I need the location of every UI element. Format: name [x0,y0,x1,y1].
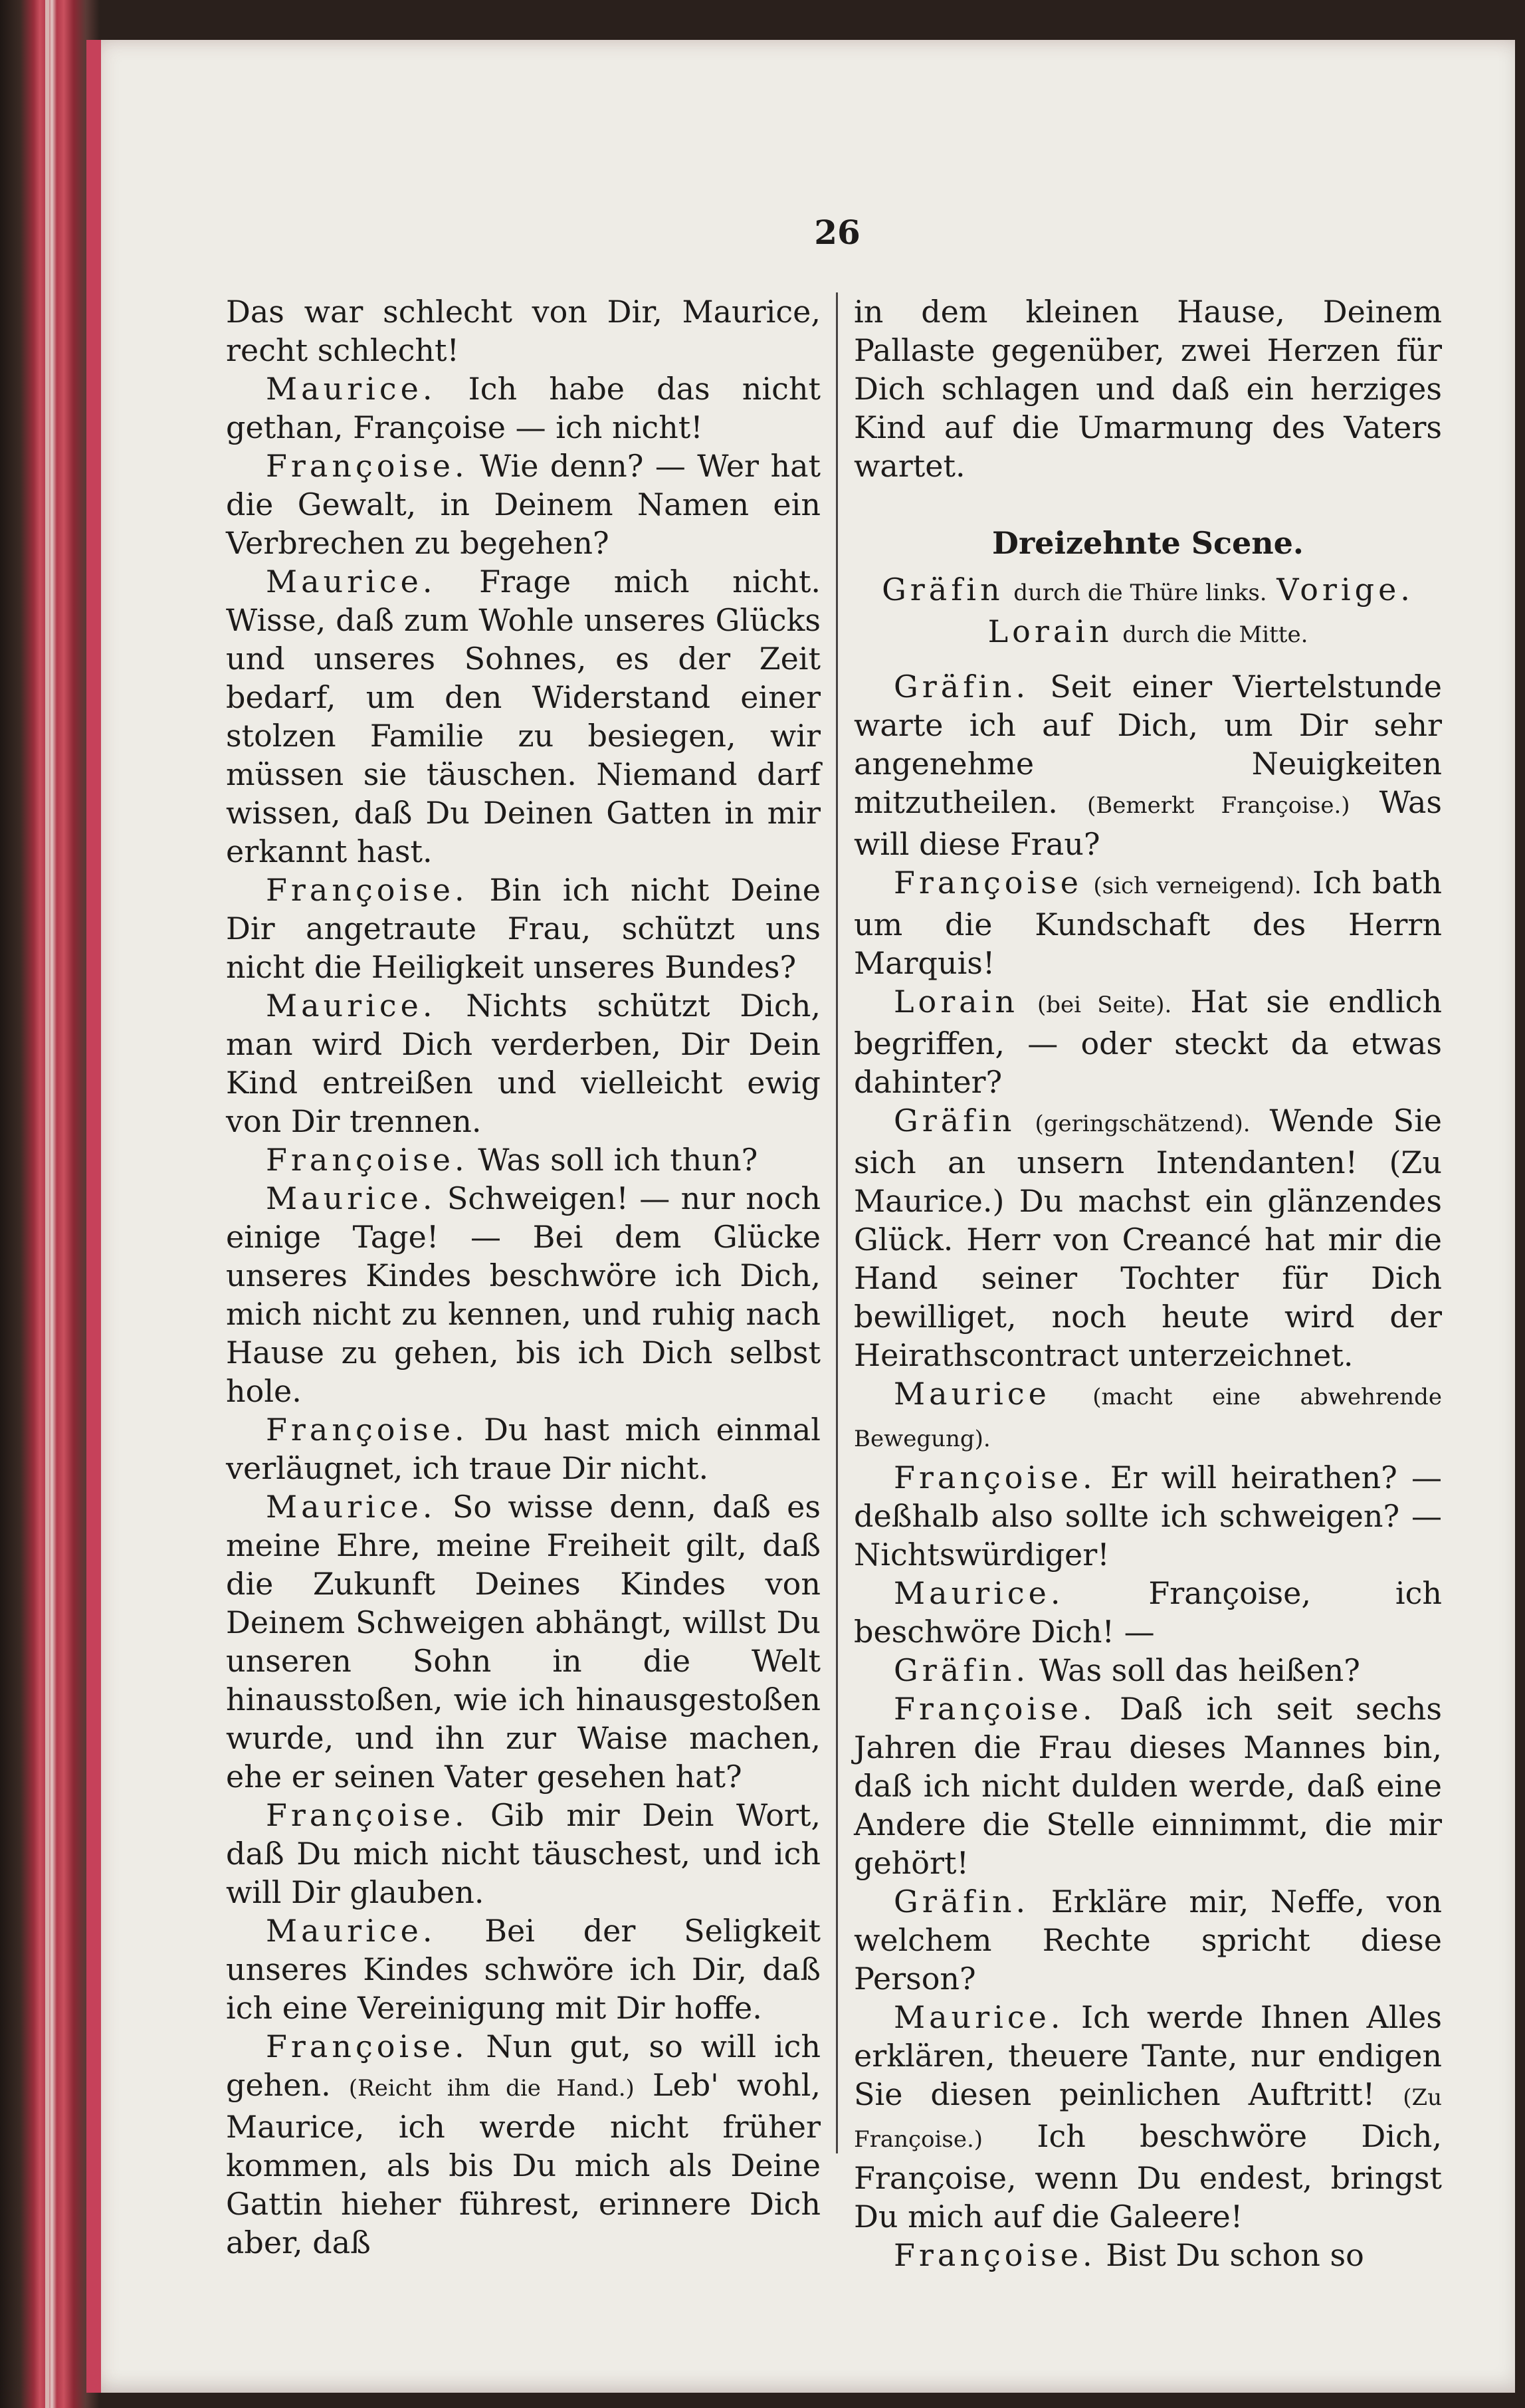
paragraph [226,986,821,1141]
speech: in dem kleinen Hause, Deinem Pallaste gegenüber, zwei Herzen für Dich schlagen und daß ein herziges Kind auf die Umarmung des Vaters wartet. [854,294,1442,484]
paragraph [854,1998,1442,2236]
speaker: Maurice. [266,1913,437,1949]
paragraph [226,1179,821,1410]
speaker: Gräfin. [894,1652,1030,1688]
speech: Wie denn? — Wer hat die Gewalt, in Deinem Namen ein Verbrechen zu begehen? [226,448,821,561]
speech: Bei der Seligkeit unseres Kindes schwöre ich Dir, daß ich eine Vereinigung mit Dir hoffe. [226,1913,821,2026]
right-column [854,292,1442,2274]
paragraph [226,370,821,447]
paragraph [854,1651,1442,1690]
stage-direction: (geringschätzend). [1035,1111,1251,1137]
paragraph [854,863,1442,982]
speaker: Vorige. [1276,572,1414,607]
paragraph [854,1101,1442,1374]
stage-direction: (Zu Françoise.) [854,2084,1442,2153]
scene-title: Dreizehnte Scene. [992,525,1304,561]
speech: Ich bath um die Kundschaft des Herrn Marquis! [854,865,1443,981]
paragraph [226,1912,821,2027]
speech: Seit einer Viertelstunde warte ich auf Dich, um Dir sehr angenehme Neuigkeiten mitzutheilen. [854,669,1442,820]
paragraph [854,667,1442,863]
speaker: Maurice. [266,1180,437,1216]
speaker: Gräfin [894,1103,1016,1139]
speech: Daß ich seit sechs Jahren die Frau dieses Mannes bin, daß ich nicht dulden werde, daß eine Andere die Stelle einnimmt, die mir gehört! [854,1691,1442,1881]
speaker: Françoise. [894,2237,1096,2273]
speaker: Maurice [894,1376,1051,1412]
speech: Erkläre mir, Neffe, von welchem Rechte spricht diese Person? [854,1884,1442,1997]
speech: Was soll ich thun? [478,1142,758,1178]
paragraph [226,871,821,986]
paragraph [226,1141,821,1179]
page-red-edge [86,40,101,2393]
speaker: Gräfin. [894,669,1030,705]
speech: Nichts schützt Dich, man wird Dich verderben, Dir Dein Kind entreißen und vielleicht ewig von Dir trennen. [226,988,821,1139]
stage-direction: durch die Mitte. [1122,621,1308,648]
paragraph [226,1796,821,1912]
paragraph [226,1487,821,1796]
speech: Frage mich nicht. Wisse, daß zum Wohle unseres Glücks und unseres Sohnes, es der Zeit bedarf, um den Widerstand einer stolzen Familie zu besiegen, wir müssen sie täuschen. Niemand darf wissen, daß Du Deinen Gatten in mir erkannt hast. [226,564,821,869]
paragraph [854,1374,1442,1458]
paragraph [226,562,821,871]
speech: Bist Du schon so [1106,2237,1364,2273]
speaker: Gräfin [882,572,1004,607]
speaker: Maurice. [894,1575,1065,1611]
paragraph [226,292,821,370]
speaker: Françoise. [266,1142,468,1178]
stage-direction: (bei Seite). [1037,992,1172,1018]
speaker: Françoise. [266,1797,468,1833]
paragraph [854,1690,1442,1882]
speech: So wisse denn, daß es meine Ehre, meine Freiheit gilt, daß die Zukunft Deines Kindes von Deinem Schweigen abhängt, willst Du unseren Sohn in die Welt hinausstoßen, wie ich hinausgestoßen wurde, und ihn zur Waise machen, ehe er seinen Vater gesehen hat? [226,1489,821,1795]
binding-stripe [45,0,49,2408]
paragraph [854,982,1442,1101]
paragraph [854,1882,1442,1998]
stage-direction: (macht eine abwehrende Bewegung). [854,1384,1442,1452]
stage-direction: (sich verneigend). [1093,873,1302,899]
paragraph [854,292,1442,485]
paragraph [854,1574,1442,1651]
column-divider [836,292,838,2153]
stage-direction: durch die Thüre links. [1013,580,1267,606]
paragraph [226,447,821,562]
paragraph [226,2027,821,2262]
speech: Gib mir Dein Wort, daß Du mich nicht täuschest, und ich will Dir glauben. [226,1797,821,1910]
speech: Was will diese Frau? [854,784,1442,862]
speech: Ich werde Ihnen Alles erklären, theuere Tante, nur endigen Sie diesen peinlichen Auftritt! [854,1999,1442,2112]
speaker: Lorain [987,613,1113,649]
speech: Leb' wohl, Maurice, ich werde nicht früher kommen, als bis Du mich als Deine Gattin hieher führest, erinnere Dich aber, daß [226,2067,821,2260]
speech: Wende Sie sich an unsern Intendanten! (Zu Maurice.) Du machst ein glänzendes Glück. Herr von Creancé hat mir die Hand seiner Tochter für Dich bewilliget, noch heute wird der Heirathscontract unterzeichnet. [854,1103,1443,1373]
speaker: Maurice. [266,1489,437,1525]
left-column [226,292,821,2262]
speaker: Gräfin. [894,1884,1030,1919]
speaker: Françoise [894,865,1082,901]
speaker: Maurice. [266,371,437,407]
speech: Was soll das heißen? [1039,1652,1360,1688]
speech: Bin ich nicht Deine Dir angetraute Frau, schützt uns nicht die Heiligkeit unseres Bundes? [226,872,821,985]
stage-direction: (Reicht ihm die Hand.) [348,2075,635,2102]
speech: Nun gut, so will ich gehen. [226,2028,821,2103]
speech: Ich beschwöre Dich, Françoise, wenn Du endest, bringst Du mich auf die Galeere! [854,2118,1442,2235]
paragraph [226,1410,821,1487]
speaker: Maurice. [266,988,437,1024]
stage-direction: (Bemerkt Françoise.) [1087,792,1350,819]
speech: Er will heirathen? — deßhalb also sollte ich schweigen? — Nichtswürdiger! [854,1460,1442,1573]
speech: Schweigen! — nur noch einige Tage! — Bei dem Glücke unseres Kindes beschwöre ich Dich, mich nicht zu kennen, und ruhig nach Hause zu gehen, bis ich Dich selbst hole. [226,1180,821,1409]
speaker: Françoise. [266,448,468,484]
speech: Ich habe das nicht gethan, Françoise — ich nicht! [226,371,821,445]
page-number: 26 [814,213,861,252]
paragraph [854,1458,1442,1574]
speaker: Françoise. [894,1460,1096,1495]
book-binding [0,0,100,2408]
speaker: Maurice. [894,1999,1065,2035]
speech: Du hast mich einmal verläugnet, ich traue Dir nicht. [226,1412,821,1486]
speaker: Françoise. [266,2028,468,2064]
stage-direction-block [854,612,1442,654]
speaker: Lorain [894,984,1019,1020]
speaker: Françoise. [266,872,468,908]
speech: Hat sie endlich begriffen, — oder steckt da etwas dahinter? [854,984,1443,1100]
speaker: Maurice. [266,564,437,600]
paragraph [854,2236,1442,2274]
speech: Das war schlecht von Dir, Maurice, recht schlecht! [226,294,821,368]
speaker: Françoise. [266,1412,468,1448]
speaker: Françoise. [894,1691,1096,1727]
speech: Françoise, ich beschwöre Dich! — [854,1575,1442,1650]
stage-direction-block [854,570,1442,612]
